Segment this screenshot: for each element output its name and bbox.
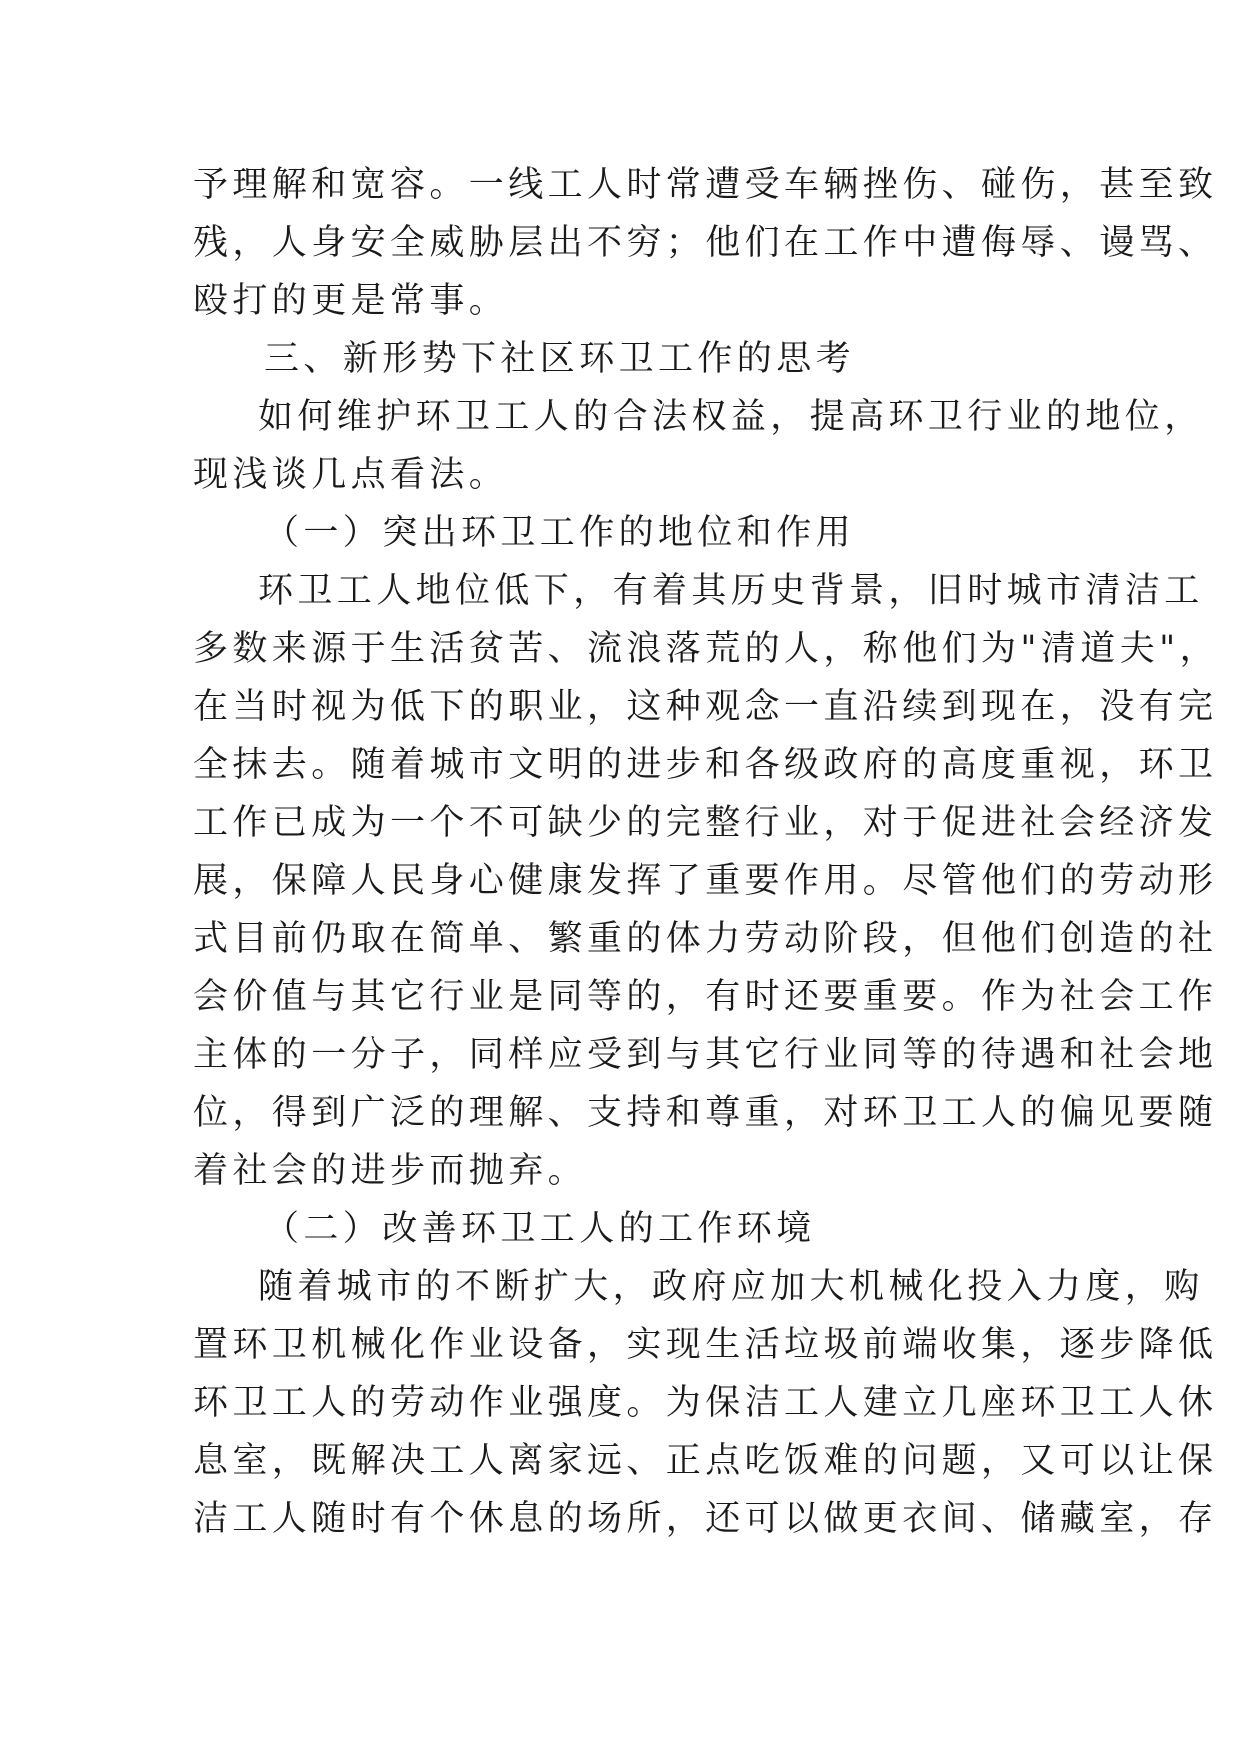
text-line: 着社会的进步而抛弃。 [193,1151,588,1191]
text-line: 残，人身安全威胁层出不穷；他们在工作中遭侮辱、谩骂、 [193,223,1218,263]
text-line: 环卫工人地位低下，有着其历史背景，旧时城市清洁工 [258,571,1204,611]
text-line: 洁工人随时有个休息的场所，还可以做更衣间、储藏室，存 [193,1499,1218,1539]
text-line: 工作已成为一个不可缺少的完整行业，对于促进社会经济发 [193,803,1218,843]
text-line: 位，得到广泛的理解、支持和尊重，对环卫工人的偏见要随 [193,1093,1218,1133]
subsection-heading: （二）改善环卫工人的工作环境 [264,1209,816,1249]
text-line: 息室，既解决工人离家远、正点吃饭难的问题，又可以让保 [193,1441,1218,1481]
text-line: 随着城市的不断扩大，政府应加大机械化投入力度，购 [258,1267,1204,1307]
subsection-heading: （一）突出环卫工作的地位和作用 [264,513,856,553]
text-line: 展，保障人民身心健康发挥了重要作用。尽管他们的劳动形 [193,861,1218,901]
text-line: 会价值与其它行业是同等的，有时还要重要。作为社会工作 [193,977,1218,1017]
text-line: 多数来源于生活贫苦、流浪落荒的人，称他们为"清道夫"， [193,629,1219,669]
text-line: 殴打的更是常事。 [193,281,509,321]
text-line: 全抹去。随着城市文明的进步和各级政府的高度重视，环卫 [193,745,1218,785]
section-heading: 三、新形势下社区环卫工作的思考 [264,339,856,379]
text-line: 予理解和宽容。一线工人时常遭受车辆挫伤、碰伤，甚至致 [193,165,1218,205]
text-line: 主体的一分子，同样应受到与其它行业同等的待遇和社会地 [193,1035,1218,1075]
text-line: 在当时视为低下的职业，这种观念一直沿续到现在，没有完 [193,687,1218,727]
text-line: 环卫工人的劳动作业强度。为保洁工人建立几座环卫工人休 [193,1383,1218,1423]
text-line: 式目前仍取在简单、繁重的体力劳动阶段，但他们创造的社 [193,919,1218,959]
text-line: 如何维护环卫工人的合法权益，提高环卫行业的地位， [258,397,1204,437]
text-line: 现浅谈几点看法。 [193,455,509,495]
text-line: 置环卫机械化作业设备，实现生活垃圾前端收集，逐步降低 [193,1325,1218,1365]
